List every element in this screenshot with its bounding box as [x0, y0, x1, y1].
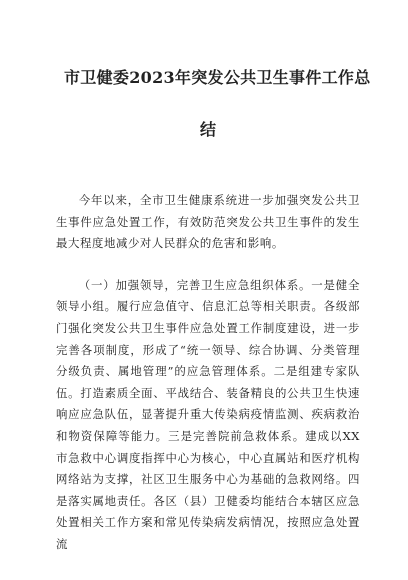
document-title-continuation: 结	[199, 120, 216, 139]
intro-paragraph: 今年以来，全市卫生健康系统进一步加强突发公共卫生事件应急处置工作，有效防范突发公共卫生事件的发生最大程度地减少对人民群众的危害和影响。	[56, 193, 360, 251]
section-one-paragraph: （一）加强领导，完善卫生应急组织体系。一是健全领导小组。履行应急值守、信息汇总等相关职责。各级部门强化突发公共卫生事件应急处置工作制度建设，进一步完善各项制度，形成了“统一领导、综合协调、分类管理分级负责、属地管理”的应急管理体系。二是组建专家队伍。打造素质全面、平战结合、装备精良的公共卫生快速响应应急队伍，显著提升重大传染病疫情监测、疾病救治和物资保障等能力。三是完善院前急救体系。建成以XX市急救中心调度指挥中心为核心，中心直属站和医疗机构网络站为支撑，社区卫生服务中心为基础的急救网络。四是落实属地责任。各区（县）卫健委均能结合本辖区应急处置相关工作方案和常见传染病发病情况，按照应急处置流	[56, 277, 360, 551]
document-title: 市卫健委2023年突发公共卫生事件工作总	[64, 68, 371, 87]
